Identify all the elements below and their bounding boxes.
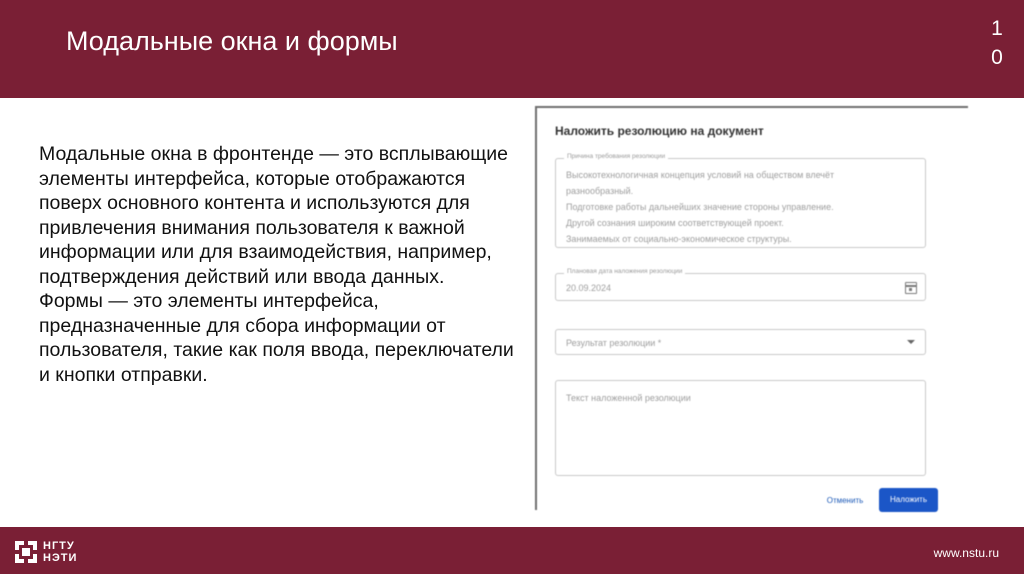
logo-text-line1: НГТУ (43, 540, 75, 552)
modal-title: Наложить резолюцию на документ (555, 124, 764, 138)
paragraph-forms: Формы — это элементы интерфейса, предназначенные для сбора информации от пользователя, такие как поля ввода, переключатели и кнопки отправки. (39, 290, 514, 386)
reason-text (566, 167, 834, 247)
date-field[interactable] (555, 268, 926, 301)
result-select[interactable] (555, 329, 926, 355)
reason-line: Высокотехнологичная концепция условий на обществом влечёт (566, 170, 835, 180)
logo-text-line2: НЭТИ (43, 552, 78, 564)
nstu-logo-icon (13, 539, 39, 565)
reason-line: Подготовке работы дальнейших значение стороны управление. (566, 202, 834, 212)
slide-page-number (990, 14, 1004, 72)
date-label: Плановая дата наложения резолюции (564, 268, 685, 275)
chevron-down-icon[interactable] (907, 340, 915, 344)
resolution-text-placeholder: Текст наложенной резолюции (566, 393, 691, 403)
calendar-icon[interactable] (905, 282, 917, 294)
resolution-text-area[interactable] (555, 380, 926, 476)
reason-line: Занимаемых от социально-экономическое структуры. (566, 234, 792, 244)
slide-footer (0, 527, 1024, 574)
site-url[interactable]: www.nstu.ru (933, 546, 999, 560)
result-placeholder: Результат резолюции * (566, 338, 662, 348)
reason-line: разнообразный. (566, 186, 634, 196)
cancel-button[interactable]: Отменить (826, 496, 864, 505)
slide-body-text (39, 142, 525, 387)
nstu-logo (13, 539, 103, 565)
page-number-digit-2: 0 (991, 46, 1003, 69)
slide-title: Модальные окна и формы (66, 26, 398, 56)
reason-textarea[interactable] (555, 153, 926, 248)
page-number-digit-1: 1 (991, 17, 1003, 40)
submit-button[interactable]: Наложить (879, 488, 938, 512)
reason-label: Причина требования резолюции (564, 153, 668, 160)
reason-line: Другой сознания широким соответствующей проект. (566, 218, 784, 228)
paragraph-modals: Модальные окна в фронтенде — это всплывающие элементы интерфейса, которые отображаются поверх основного контента и используются для привлечения внимания пользователя к важной информации или для взаимодействия, например, подтверждения действий или ввода данных. (39, 143, 508, 288)
date-value: 20.09.2024 (566, 283, 612, 293)
slide-header (0, 0, 1024, 98)
modal-dialog-screenshot (535, 106, 968, 510)
